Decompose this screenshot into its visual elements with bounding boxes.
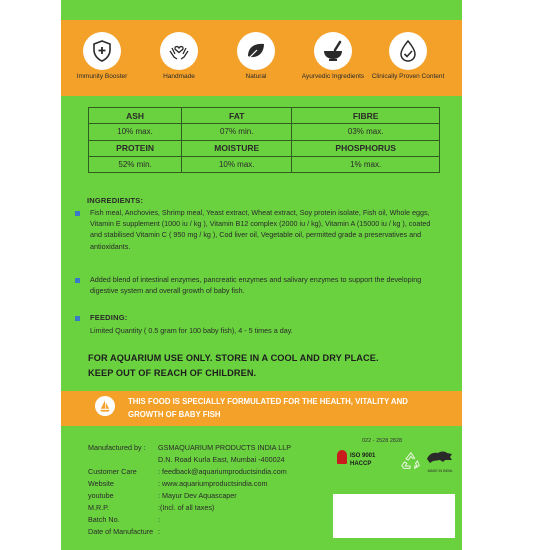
table-row <box>89 140 440 156</box>
analysis-name: FIBRE <box>292 108 440 124</box>
analysis-name: FAT <box>182 108 292 124</box>
bullet-icon <box>75 316 80 321</box>
benefit-handmade <box>140 20 218 81</box>
recycle-icon <box>400 450 422 477</box>
care-label: Customer Care <box>88 467 137 476</box>
analysis-name: MOISTURE <box>182 140 292 156</box>
phone-number: 022 - 2528 2828 <box>362 438 403 444</box>
warning-line: FOR AQUARIUM USE ONLY. STORE IN A COOL AND DRY PLACE. <box>88 353 379 363</box>
address-row: D.N. Road Kurla East, Mumbai -400024 <box>158 455 285 464</box>
benefits-band <box>61 20 462 96</box>
check-drop-icon <box>389 32 427 70</box>
analysis-name: PHOSPHORUS <box>292 140 440 156</box>
analysis-name: ASH <box>89 108 182 124</box>
analysis-value: 1% max. <box>292 156 440 172</box>
iso-label: ISO 9001 <box>350 453 376 459</box>
manufactured-value: GSMAQUARIUM PRODUCTS INDIA LLP <box>158 443 291 452</box>
date-row <box>88 527 160 536</box>
enzymes-text: Added blend of intestinal enzymes, pancreatic enzymes and salivary enzymes to support the developing digestive system and overall growth of baby fish. <box>90 275 422 296</box>
table-row <box>89 156 440 172</box>
make-in-india-label: MAKE IN INDIA <box>427 469 453 473</box>
benefit-clinically-proven <box>369 20 447 81</box>
lion-icon <box>425 448 455 464</box>
hands-heart-icon <box>160 32 198 70</box>
customer-care-row <box>88 467 287 476</box>
benefit-label: Clinically Proven Content <box>371 73 445 80</box>
mrp-row <box>88 503 214 512</box>
ingredients-text: Fish meal, Anchovies, Shrimp meal, Yeast extract, Wheat extract, Soy protein isolate, Fish oil, Whole eggs, Vitamin E supplement (1000 iu / kg ), Vitamin B12 complex (2000 iu / kg), Vitamin A (15000 iu / kg ), coated and stabilised Vitamin C ( 950 mg / kg ), Cod liver oil, Vegetable oil, permitted grade a preservatives and antioxidants. <box>90 208 431 251</box>
mrp-label: M.R.P. <box>88 503 110 512</box>
youtube-row <box>88 491 237 500</box>
website-value: : www.aquariumproductsindia.com <box>158 479 268 488</box>
bullet-icon <box>75 278 80 283</box>
analysis-value: 03% max. <box>292 124 440 140</box>
manufacturer-row <box>88 443 291 452</box>
benefit-label: Ayurvedic Ingredients <box>301 73 365 80</box>
batch-row <box>88 515 160 524</box>
benefit-label: Immunity Booster <box>76 73 128 80</box>
benefit-label: Natural <box>245 73 267 80</box>
analysis-value: 10% max. <box>182 156 292 172</box>
storage-warning <box>88 351 458 381</box>
youtube-value: : Mayur Dev Aquascaper <box>158 491 237 500</box>
analysis-value: 07% min. <box>182 124 292 140</box>
feeding-heading: FEEDING: <box>90 313 128 322</box>
formula-line: GROWTH OF BABY FISH <box>128 409 221 419</box>
mortar-pestle-icon <box>314 32 352 70</box>
analysis-name: PROTEIN <box>89 140 182 156</box>
ingredients-heading: INGREDIENTS: <box>87 196 144 205</box>
mrp-value: :(Incl. of all taxes) <box>158 503 215 512</box>
batch-value: : <box>158 515 160 524</box>
make-in-india-logo <box>425 448 455 473</box>
leaf-icon <box>237 32 275 70</box>
shield-plus-icon <box>83 32 121 70</box>
date-label: Date of Manufacture <box>88 527 154 536</box>
formula-line: THIS FOOD IS SPECIALLY FORMULATED FOR THE HEALTH, VITALITY AND <box>128 397 408 406</box>
care-value: : feedback@aquariumproductsindia.com <box>158 467 287 476</box>
batch-label: Batch No. <box>88 515 120 524</box>
benefit-natural <box>217 20 295 81</box>
benefit-ayurvedic <box>294 20 372 81</box>
analysis-value: 10% max. <box>89 124 182 140</box>
table-row <box>89 124 440 140</box>
benefit-immunity-booster <box>63 20 141 81</box>
warning-line: KEEP OUT OF REACH OF CHILDREN. <box>88 368 257 378</box>
youtube-label: youtube <box>88 491 114 500</box>
analysis-value: 52% min. <box>89 156 182 172</box>
table-row <box>89 108 440 124</box>
date-value: : <box>158 527 160 536</box>
manufactured-label: Manufactured by : <box>88 443 146 452</box>
haccp-label: HACCP <box>350 461 372 467</box>
formula-text <box>128 396 448 421</box>
certification-mark-icon <box>337 450 347 464</box>
formula-band <box>61 391 462 426</box>
feeding-text: Limited Quantity ( 0.5 gram for 100 baby fish), 4 - 5 times a day. <box>90 326 293 335</box>
iso-haccp-badge <box>337 449 389 475</box>
website-label: Website <box>88 479 114 488</box>
benefit-label: Handmade <box>163 73 195 80</box>
sailboat-icon <box>95 396 115 416</box>
guaranteed-analysis-table <box>88 107 440 173</box>
website-row <box>88 479 267 488</box>
product-label-panel <box>61 0 462 550</box>
mrp-sticker-area <box>333 494 455 538</box>
bullet-icon <box>75 211 80 216</box>
